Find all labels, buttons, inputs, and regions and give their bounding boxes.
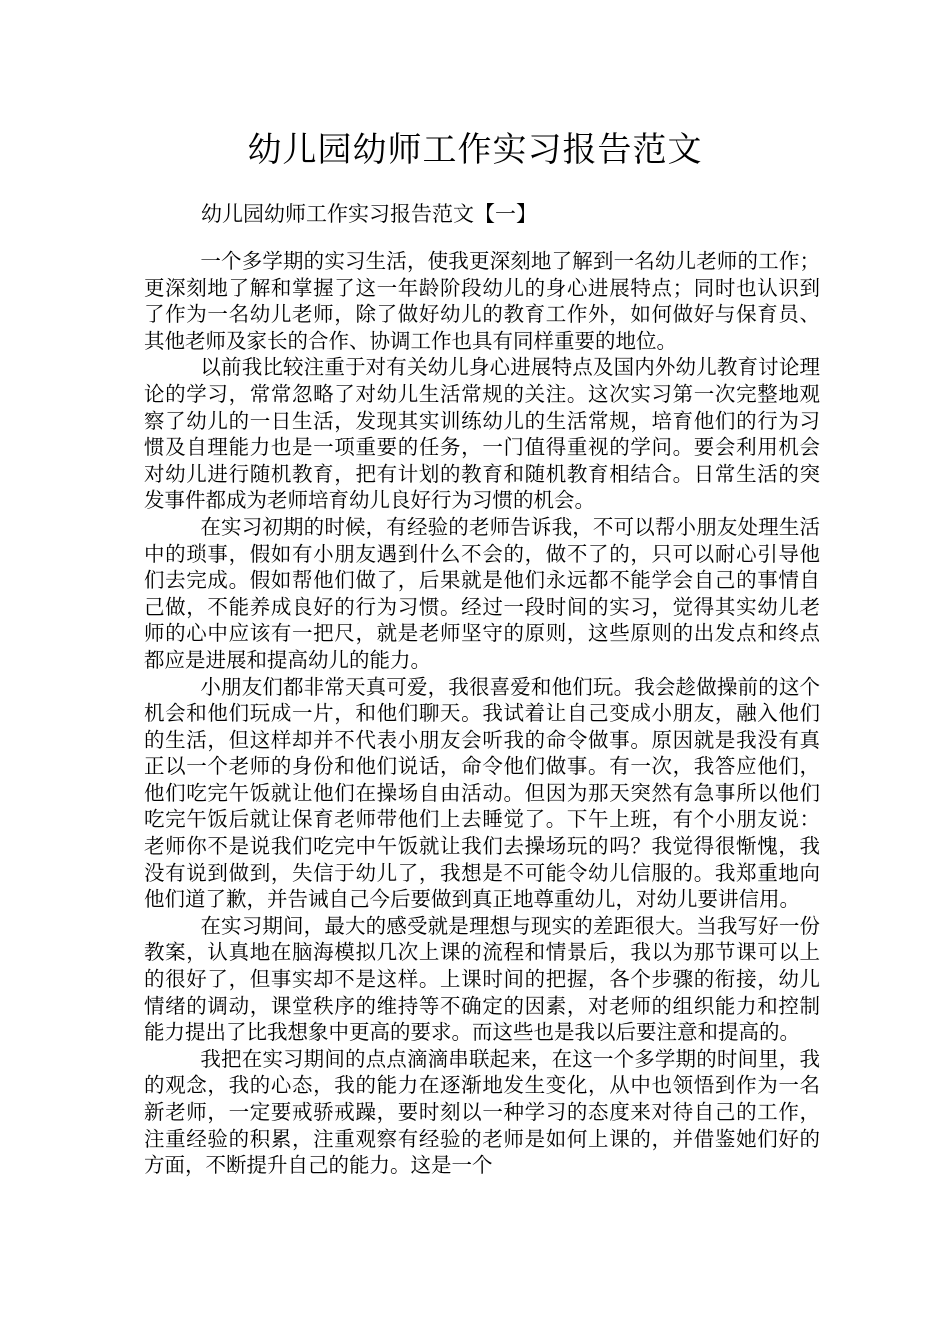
body-paragraph: 我把在实习期间的点点滴滴串联起来，在这一个多学期的时间里，我的观念，我的心态，我的能力在逐渐地发生变化，从中也领悟到作为一名新老师，一定要戒骄戒躁，要时刻以一种学习的态度来对待自己的工作，注重经验的积累，注重观察有经验的老师是如何上课的，并借鉴她们好的方面，不断提升自己的能力。这是一个 (144, 1046, 820, 1178)
section-heading: 幼儿园幼师工作实习报告范文【一】 (201, 202, 537, 226)
body-paragraph: 在实习期间，最大的感受就是理想与现实的差距很大。当我写好一份教案，认真地在脑海模拟几次上课的流程和情景后，我以为那节课可以上的很好了，但事实却不是这样。上课时间的把握，各个步骤的衔接，幼儿情绪的调动，课堂秩序的维持等不确定的因素，对老师的组织能力和控制能力提出了比我想象中更高的要求。而这些也是我以后要注意和提高的。 (144, 913, 820, 1045)
body-paragraph: 以前我比较注重于对有关幼儿身心进展特点及国内外幼儿教育讨论理论的学习，常常忽略了对幼儿生活常规的关注。这次实习第一次完整地观察了幼儿的一日生活，发现其实训练幼儿的生活常规，培育他们的行为习惯及自理能力也是一项重要的任务，一门值得重视的学问。要会利用机会对幼儿进行随机教育，把有计划的教育和随机教育相结合。日常生活的突发事件都成为老师培育幼儿良好行为习惯的机会。 (144, 355, 820, 513)
body-paragraph: 在实习初期的时候，有经验的老师告诉我，不可以帮小朋友处理生活中的琐事，假如有小朋友遇到什么不会的，做不了的，只可以耐心引导他们去完成。假如帮他们做了，后果就是他们永远都不能学会自己的事情自己做，不能养成良好的行为习惯。经过一段时间的实习，觉得其实幼儿老师的心中应该有一把尺，就是老师坚守的原则，这些原则的出发点和终点都应是进展和提高幼儿的能力。 (144, 514, 820, 672)
body-paragraph: 小朋友们都非常天真可爱，我很喜爱和他们玩。我会趁做操前的这个机会和他们玩成一片，和他们聊天。我试着让自己变成小朋友，融入他们的生活，但这样却并不代表小朋友会听我的命令做事。原因就是我没有真正以一个老师的身份和他们说话，命令他们做事。有一次，我答应他们，他们吃完午饭就让他们在操场自由活动。但因为那天突然有急事所以他们吃完午饭后就让保育老师带他们上去睡觉了。下午上班，有个小朋友说：老师你不是说我们吃完中午饭就让我们去操场玩的吗？我觉得很惭愧，我没有说到做到，失信于幼儿了，我想是不可能令幼儿信服的。我郑重地向他们道了歉，并告诫自己今后要做到真正地尊重幼儿，对幼儿要讲信用。 (144, 674, 820, 912)
document-body (144, 248, 820, 1179)
document-title: 幼儿园幼师工作实习报告范文 (247, 130, 703, 170)
body-paragraph: 一个多学期的实习生活，使我更深刻地了解到一名幼儿老师的工作；更深刻地了解和掌握了这一年龄阶段幼儿的身心进展特点；同时也认识到了作为一名幼儿老师，除了做好幼儿的教育工作外，如何做好与保育员、其他老师及家长的合作、协调工作也具有同样重要的地位。 (144, 249, 820, 353)
